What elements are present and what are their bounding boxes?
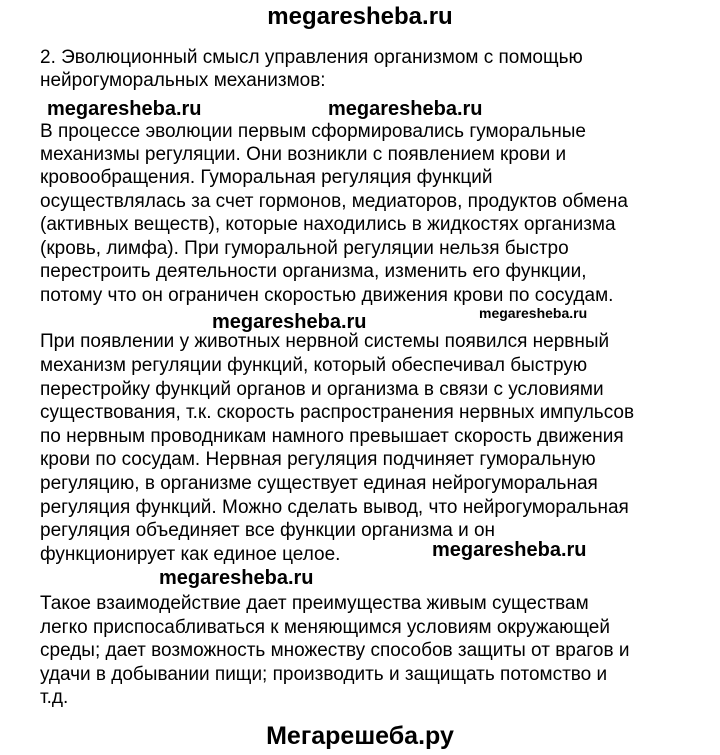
site-footer-watermark: Мегарешеба.ру [266,722,454,750]
watermark-text: megaresheba.ru [432,539,587,561]
paragraph-1-line: механизмы регуляции. Они возникли с появлением крови и [40,144,567,165]
section-heading-line-2: нейрогуморальных механизмов: [40,70,326,91]
paragraph-2-line: перестройку функций органов и организма в связи с условиями [40,379,604,400]
watermark-text: megaresheba.ru [328,98,483,120]
watermark-text: megaresheba.ru [47,98,202,120]
paragraph-1-line: осуществлялась за счет гормонов, медиаторов, продуктов обмена [40,191,628,212]
paragraph-1-line: кровообращения. Гуморальная регуляция функций [40,167,493,188]
watermark-text: megaresheba.ru [159,567,314,589]
watermark-text: megaresheba.ru [212,311,367,333]
paragraph-2-line: по нервным проводникам намного превышает скорость движения [40,426,624,447]
paragraph-1-line: В процессе эволюции первым сформировались гуморальные [40,121,586,142]
site-header-watermark: megaresheba.ru [267,3,453,30]
section-heading-line-1: 2. Эволюционный смысл управления организмом с помощью [40,47,583,68]
paragraph-3-line: удачи в добывании пищи; производить и защищать потомство и [40,664,608,685]
paragraph-2-line: При появлении у животных нервной системы появился нервный [40,331,610,352]
paragraph-3-line: среды; дает возможность множеству способов защиты от врагов и [40,640,630,661]
paragraph-2-line: механизм регуляции функций, который обеспечивал быструю [40,355,588,376]
paragraph-1-line: перестроить деятельности организма, изменить его функции, [40,261,587,282]
watermark-text: megaresheba.ru [479,305,588,321]
paragraph-3-line: легко приспосабливаться к меняющимся условиям окружающей [40,617,610,638]
paragraph-2-line: функционирует как единое целое. [40,544,341,565]
paragraph-1-line: (кровь, лимфа). При гуморальной регуляции нельзя быстро [40,238,569,259]
paragraph-2-line: крови по сосудам. Нервная регуляция подчиняет гуморальную [40,449,596,470]
paragraph-3-line: Такое взаимодействие дает преимущества живым существам [40,593,589,614]
paragraph-2-line: регуляцию, в организме существует единая нейрогуморальная [40,473,598,494]
paragraph-2-line: регуляция функций. Можно сделать вывод, что нейрогуморальная [40,497,629,518]
paragraph-1-line: потому что он ограничен скоростью движения крови по сосудам. [40,285,614,306]
paragraph-2-line: существования, т.к. скорость распространения нервных импульсов [40,402,635,423]
paragraph-3-line: т.д. [40,687,69,708]
paragraph-1-line: (активных веществ), которые находились в жидкостях организма [40,214,616,235]
paragraph-2-line: регуляция объединяет все функции организма и он [40,520,496,541]
